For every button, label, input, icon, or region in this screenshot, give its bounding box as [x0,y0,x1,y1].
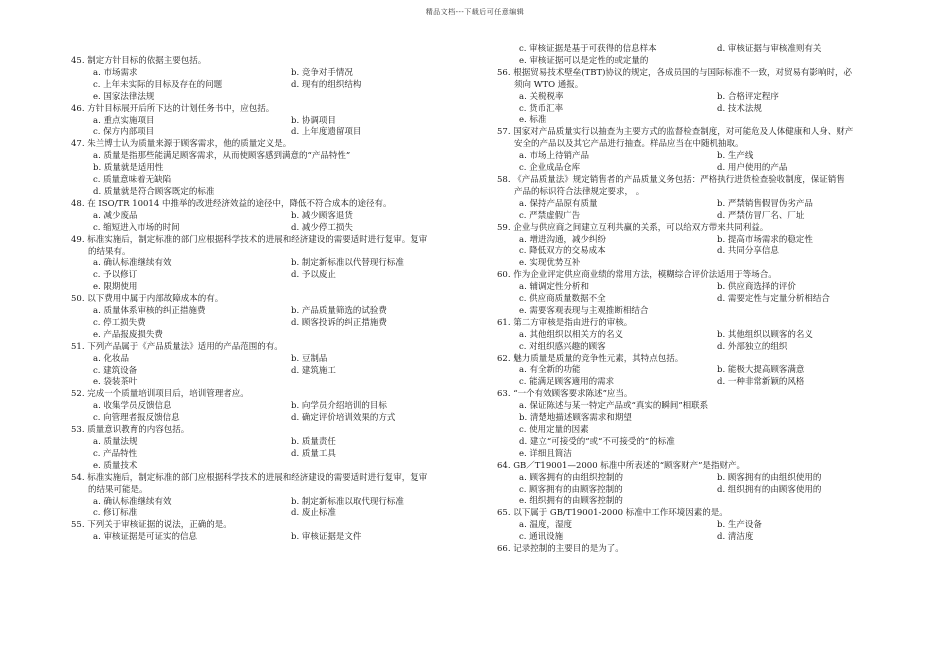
option-row [497,235,917,247]
question-text-continued: 安全的产品以及其它产品进行抽查。样品应当在中随机抽取。 [514,139,744,150]
option-item: c. 修订标准 [93,508,138,519]
question-text: 61. 第二方审核是指由进行的审核。 [497,317,633,328]
option-item: d. 质量就是符合顾客既定的标准 [93,186,215,197]
question-text-continued: 的结果可能是。 [88,484,148,495]
option-row [71,532,491,544]
option-item: d. 确定评价培训效果的方式 [291,413,396,424]
question-text: 62. 魅力质量是质量的竞争性元素，其特点包括。 [497,353,684,364]
option-item: b. 质量就是适用性 [93,163,164,174]
option-item: c. 质量意味着无缺陷 [93,175,172,186]
option-item: b. 减少顾客退货 [291,210,353,221]
option-item: e. 国家法律法规 [93,91,155,102]
option-item: b. 产品质量筛选的试验费 [291,306,387,317]
right-column [497,44,917,556]
option-row [497,199,917,211]
option-item: b. 其他组织以顾客的名义 [717,329,813,340]
option-item: e. 详细且简洁 [519,448,572,459]
option-row [497,151,917,163]
option-item: d. 严禁仿冒厂名、厂址 [717,210,805,221]
option-item: b. 质量责任 [291,437,336,447]
question-block [497,318,917,354]
option-row [71,449,491,461]
question-text: 59. 企业与供应商之间建立互利共赢的关系，可以给双方带来共同利益。 [497,222,769,233]
option-item: b. 合格评定程序 [717,91,779,102]
question-block [497,127,917,175]
question-block [497,270,917,318]
option-item: a. 增进沟通，减少纠纷 [519,234,606,245]
option-row [71,318,491,330]
question-text: 66. 记录控制的主要目的是为了。 [497,544,624,555]
option-row [497,44,917,56]
option-row [71,223,491,235]
option-row [497,258,917,270]
question-text: 63. “一个有效顾客要求陈述”应当。 [497,389,633,400]
option-row [71,461,491,473]
option-item: a. 确认标准继续有效 [93,496,172,507]
option-row [71,127,491,139]
option-item: a. 质量体系审核的纠正措施费 [93,306,206,317]
option-row [497,520,917,532]
option-item: c. 通讯设施 [519,532,564,543]
option-row [497,115,917,127]
option-row [497,342,917,354]
question-text: 47. 朱兰博士认为质量来源于顾客需求，他的质量定义是。 [71,139,292,150]
question-block [71,342,491,390]
option-item: e. 质量技术 [93,460,138,471]
option-item: a. 温度，湿度 [519,520,572,531]
option-row [497,163,917,175]
option-item: b. 审核证据是文件 [291,532,362,543]
question-text-continued: 产品的标识符合法律规定要求， 。 [514,186,645,197]
question-text: 48. 在 ISO/TR 10014 中推举的改进经济效益的途径中，降低不符合成本的途径有。 [71,198,392,209]
option-item: c. 建筑设备 [93,365,138,376]
option-item: e. 组织拥有的由顾客控制的 [519,496,623,507]
option-item: d. 废止标准 [291,508,336,519]
option-item: a. 辅调定性分析和 [519,282,589,293]
option-row [71,330,491,342]
question-block [497,461,917,509]
question-block [497,508,917,544]
option-row [497,56,917,68]
option-item: b. 能极大提高顾客满意 [717,365,805,376]
option-row [497,401,917,413]
option-item: a. 市场需求 [93,67,138,78]
question-block [497,68,917,128]
option-row [71,270,491,282]
option-row [497,211,917,223]
option-item: a. 质量法规 [93,437,138,447]
option-row [71,282,491,294]
question-text: 60. 作为企业评定供应商业绩的常用方法，模糊综合评价法适用于等场合。 [497,270,777,281]
option-item: b. 提高市场需求的稳定性 [717,234,813,245]
question-text: 45. 制定方针目标的依据主要包括。 [71,56,207,66]
option-row [497,496,917,508]
option-row [71,497,491,509]
question-block [71,520,491,544]
option-row [497,104,917,116]
question-text: 49. 标准实施后，制定标准的部门应根据科学技术的进展和经济建设的需要适时进行复审。复审 [71,234,428,245]
question-block [497,44,917,68]
option-item: a. 市场上待销产品 [519,151,589,162]
question-text-continued: 须向 WTO 通报。 [514,79,584,90]
option-item: a. 质量是指那些能满足顾客需求，从而使顾客感到满意的“产品特性” [93,151,351,162]
option-item: e. 审核证据可以是定性的或定量的 [519,55,649,66]
question-block [71,425,491,473]
option-item: c. 企业成品仓库 [519,163,581,174]
option-item: d. 建立“可接受的”或“不可接受的”的标准 [519,436,675,447]
option-item: b. 向学员介绍培训的目标 [291,401,387,412]
option-item: b. 协调项目 [291,115,336,126]
option-item: a. 其他组织以相关方的名义 [519,329,623,340]
question-block [71,294,491,342]
question-text: 54. 标准实施后，制定标准的部门应根据科学技术的进展和经济建设的需要适时进行复审，复审 [71,472,428,483]
option-item: e. 需要客观表现与主观推断相结合 [519,305,649,316]
option-row [71,354,491,366]
question-block [497,544,917,556]
option-item: c. 货币汇率 [519,103,564,114]
option-item: d. 现有的组织结构 [291,79,362,90]
option-item: d. 减少停工损失 [291,222,353,233]
option-item: b. 生产线 [717,151,754,162]
question-text: 50. 以下费用中属于内部故障成本的有。 [71,294,224,305]
option-row [497,306,917,318]
option-item: c. 使用定量的因素 [519,425,589,435]
option-item: a. 保证陈述与某一特定产品或“真实的瞬间”相联系 [519,401,709,412]
option-row [71,116,491,128]
option-item: d. 上年度遗留项目 [291,127,362,138]
option-row [497,330,917,342]
option-row [71,68,491,80]
option-row [71,211,491,223]
option-row [71,92,491,104]
option-item: d. 用户使用的产品 [717,163,788,174]
option-item: b. 清楚地描述顾客需求和期望 [519,413,632,424]
option-row [497,294,917,306]
question-text: 57. 国家对产品质量实行以抽查为主要方式的监督检查制度，对可能危及人体健康和人身、财产 [497,127,854,138]
option-item: c. 予以修订 [93,270,138,281]
option-item: b. 竞争对手情况 [291,67,353,78]
option-item: c. 能满足顾客適用的需求 [519,377,615,388]
question-text-continued: 的结果有。 [88,246,131,257]
option-row [71,377,491,389]
option-item: a. 有全新的功能 [519,365,581,376]
option-row [497,532,917,544]
option-item: c. 产品特性 [93,448,138,459]
option-item: b. 严禁销售假冒伪劣产品 [717,198,813,209]
option-item: c. 审核证据是基于可获得的信息样本 [519,44,657,54]
option-item: b. 制定新标准以代替现行标准 [291,258,404,269]
option-item: d. 组织拥有的由顾客使用的 [717,484,822,495]
option-item: a. 关税税率 [519,91,564,102]
question-block [71,56,491,104]
option-item: d. 技术法规 [717,103,762,114]
option-row [71,258,491,270]
option-item: d. 顾客投诉的纠正措施费 [291,317,387,328]
option-item: a. 重点实施项目 [93,115,155,126]
question-block [497,389,917,460]
question-block [497,223,917,271]
option-row [497,377,917,389]
option-item: d. 予以废止 [291,270,336,281]
option-item: c. 对组织感兴趣的顾客 [519,341,606,352]
question-text: 56. 根据贸易技术壁垒(TBT)协议的规定，各成员国的与国际标准不一致，对贸易有影响时，必 [497,67,852,78]
option-row [71,80,491,92]
question-block [71,389,491,425]
option-item: c. 缩短进入市场的时间 [93,222,180,233]
option-row [497,473,917,485]
option-item: e. 产品报废损失费 [93,329,163,340]
option-row [497,485,917,497]
option-row [71,437,491,449]
option-row [497,425,917,437]
option-item: a. 顾客拥有的由组织控制的 [519,472,623,483]
option-item: d. 清洁度 [717,532,754,543]
option-row [497,437,917,449]
option-item: a. 确认标准继续有效 [93,258,172,269]
option-row [497,282,917,294]
question-text: 65. 以下属于 GB/T19001-2000 标准中工作环境因素的是。 [497,508,728,519]
option-row [497,365,917,377]
option-item: a. 减少废品 [93,210,138,221]
option-item: d. 建筑施工 [291,365,336,376]
option-item: d. 质量工具 [291,448,336,459]
option-item: c. 向管理者报反馈信息 [93,413,180,424]
question-text: 52. 完成一个质量培训项目后，培训管理者应。 [71,389,249,400]
question-block [497,175,917,223]
question-block [71,235,491,295]
option-row [497,92,917,104]
option-item: e. 限期使用 [93,282,138,293]
option-row [71,508,491,520]
question-text: 64. GB／T19001—2000 标准中所表述的“顾客财产”是指财产。 [497,460,745,471]
option-item: b. 顾客拥有的由组织使用的 [717,472,822,483]
question-block [497,354,917,390]
page-header: 精品文档---下载后可任意编辑 [425,8,525,16]
option-item: d. 外部独立的组织 [717,341,788,352]
option-item: d. 共同分享信息 [717,246,779,257]
option-item: d. 需要定性与定量分析相结合 [717,294,830,305]
question-text: 55. 下列关于审核证据的说法，正确的是。 [71,520,232,531]
option-item: b. 供应商选择的评价 [717,282,796,293]
option-row [71,366,491,378]
option-row [71,187,491,199]
question-block [71,104,491,140]
option-item: e. 标准 [519,115,547,126]
option-item: a. 保持产品原有质量 [519,198,598,209]
option-item: e. 袋装茶叶 [93,377,138,388]
question-text: 53. 质量意识教育的内容包括。 [71,425,190,436]
option-item: a. 审核证据是可证实的信息 [93,532,197,543]
option-item: b. 豆制品 [291,353,328,364]
option-item: c. 降低双方的交易成本 [519,246,606,257]
option-item: b. 生产设备 [717,520,762,531]
option-item: b. 制定新标准以取代现行标准 [291,496,404,507]
option-item: c. 顾客拥有的由顾客控制的 [519,484,623,495]
option-item: c. 上年未实际的目标及存在的问题 [93,79,223,90]
question-block [71,139,491,199]
option-row [497,246,917,258]
question-block [71,199,491,235]
question-text: 58. 《产品质量法》规定销售者的产品质量义务包括：严格执行进货检查验收制度，保证销售 [497,174,845,185]
option-item: a. 收集学员反馈信息 [93,401,172,412]
option-item: c. 停工损失费 [93,317,146,328]
left-column [71,56,491,544]
option-row [71,306,491,318]
option-row [71,175,491,187]
question-block [71,473,491,521]
option-row [497,413,917,425]
question-text: 51. 下列产品属于《产品质量法》适用的产品范围的有。 [71,341,283,352]
option-row [71,401,491,413]
option-item: c. 保方内部项目 [93,127,155,138]
option-row [71,413,491,425]
option-item: e. 实现优势互补 [519,258,581,269]
option-item: a. 化妆品 [93,353,129,364]
option-item: d. 一种非常新颖的风格 [717,377,805,388]
option-row [497,449,917,461]
option-item: c. 严禁虚假广告 [519,210,581,221]
option-item: d. 审核证据与审核准则有关 [717,44,822,54]
option-item: c. 供应商质量数据不全 [519,294,606,305]
question-text: 46. 方针目标展开后所下达的计划任务书中，应包括。 [71,103,275,114]
option-row [71,151,491,163]
option-row [71,163,491,175]
